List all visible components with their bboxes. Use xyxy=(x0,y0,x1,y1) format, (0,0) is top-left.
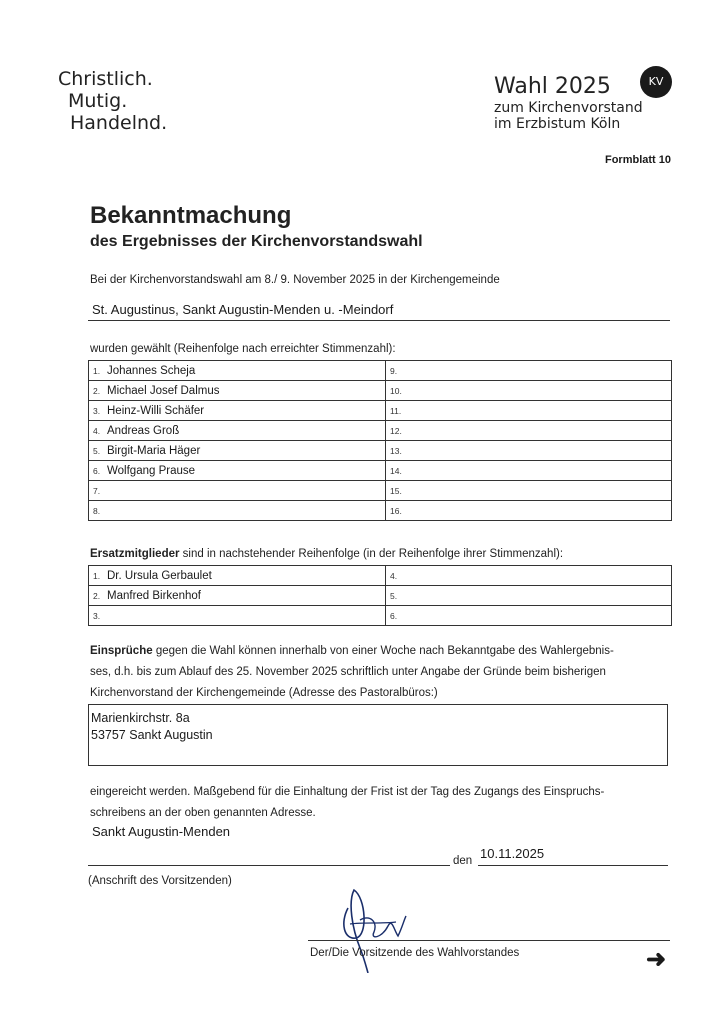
table-row xyxy=(89,441,672,461)
substitutes-label-rest: sind in nachstehender Reihenfolge (in der Reihenfolge ihrer Stimmenzahl): xyxy=(179,548,564,560)
election-logo xyxy=(494,74,643,132)
table-cell xyxy=(386,381,672,401)
objections-line: ses, d.h. bis zum Ablauf des 25. November 2025 schriftlich unter Angabe der Gründe beim bisherigen xyxy=(90,666,606,678)
parish-underline xyxy=(88,320,670,321)
parish-name: St. Augustinus, Sankt Augustin-Menden u. -Meindorf xyxy=(92,302,394,317)
table-row xyxy=(89,361,672,381)
objections-bold: Einsprüche xyxy=(90,645,153,657)
row-number: 6. xyxy=(93,465,101,476)
closing-line: eingereicht werden. Maßgebend für die Einhaltung der Frist ist der Tag des Zugangs des Einspruchs- xyxy=(90,786,605,798)
table-cell xyxy=(386,606,672,626)
row-number: 9. xyxy=(390,365,398,376)
form-number: Formblatt 10 xyxy=(604,154,671,166)
objections-line: gegen die Wahl können innerhalb von einer Woche nach Bekanntgabe des Wahlergebnis- xyxy=(152,645,614,657)
table-cell xyxy=(89,606,386,626)
election-subtitle: im Erzbistum Köln xyxy=(494,116,621,132)
member-name: Wolfgang Prause xyxy=(107,464,196,477)
row-number: 5. xyxy=(390,590,398,601)
table-cell xyxy=(386,421,672,441)
table-cell xyxy=(386,566,672,586)
place-name: Sankt Augustin-Menden xyxy=(92,824,231,839)
substitutes-table xyxy=(88,565,672,626)
table-cell xyxy=(386,361,672,381)
substitutes-label xyxy=(90,548,563,560)
elected-table xyxy=(88,360,672,521)
row-number: 10. xyxy=(390,385,402,396)
row-number: 2. xyxy=(93,590,101,601)
table-cell xyxy=(89,461,386,481)
table-row xyxy=(89,501,672,521)
member-name: Michael Josef Dalmus xyxy=(107,384,220,397)
row-number: 6. xyxy=(390,610,398,621)
chair-address-label: (Anschrift des Vorsitzenden) xyxy=(88,875,232,887)
table-cell xyxy=(89,501,386,521)
table-row xyxy=(89,586,672,606)
table-cell xyxy=(386,401,672,421)
row-number: 8. xyxy=(93,505,101,516)
member-name: Manfred Birkenhof xyxy=(107,589,201,602)
elected-label: wurden gewählt (Reihenfolge nach erreichter Stimmenzahl): xyxy=(90,343,396,355)
row-number: 1. xyxy=(93,570,101,581)
intro-text: Bei der Kirchenvorstandswahl am 8./ 9. November 2025 in der Kirchengemeinde xyxy=(90,274,500,286)
table-cell xyxy=(386,481,672,501)
row-number: 14. xyxy=(390,465,402,476)
table-cell xyxy=(386,586,672,606)
slogan-line: Handelnd. xyxy=(70,112,168,134)
table-cell xyxy=(89,361,386,381)
table-cell xyxy=(386,461,672,481)
member-name: Birgit-Maria Häger xyxy=(107,444,201,457)
address-street: Marienkirchstr. 8a xyxy=(91,711,190,725)
document-subtitle: des Ergebnisses der Kirchenvorstandswahl xyxy=(90,233,423,250)
date-line xyxy=(478,865,668,866)
member-name: Johannes Scheja xyxy=(107,364,196,377)
election-title: Wahl 2025 xyxy=(494,74,611,99)
table-row xyxy=(89,566,672,586)
row-number: 4. xyxy=(93,425,101,436)
member-name: Andreas Groß xyxy=(107,424,180,437)
row-number: 3. xyxy=(93,610,101,621)
substitutes-label-bold: Ersatzmitglieder xyxy=(90,548,180,560)
table-row xyxy=(89,421,672,441)
date-value: 10.11.2025 xyxy=(480,846,545,861)
row-number: 5. xyxy=(93,445,101,456)
table-cell xyxy=(386,441,672,461)
kv-badge: KV xyxy=(640,66,672,98)
table-row xyxy=(89,481,672,501)
table-cell xyxy=(89,401,386,421)
closing-text xyxy=(90,782,604,824)
objections-text xyxy=(90,641,614,704)
table-cell xyxy=(89,566,386,586)
row-number: 13. xyxy=(390,445,402,456)
election-subtitle: zum Kirchenvorstand xyxy=(494,100,643,116)
table-row xyxy=(89,381,672,401)
objections-line: Kirchenvorstand der Kirchengemeinde (Adresse des Pastoralbüros:) xyxy=(90,687,438,699)
row-number: 16. xyxy=(390,505,402,516)
table-cell xyxy=(89,481,386,501)
office-address-box xyxy=(88,704,668,766)
closing-line: schreibens an der oben genannten Adresse. xyxy=(90,807,316,819)
row-number: 4. xyxy=(390,570,398,581)
document-title: Bekanntmachung xyxy=(90,202,292,229)
row-number: 2. xyxy=(93,385,101,396)
table-cell xyxy=(89,381,386,401)
row-number: 11. xyxy=(390,405,402,416)
signature-line xyxy=(308,940,670,941)
table-row xyxy=(89,401,672,421)
table-row xyxy=(89,606,672,626)
row-number: 1. xyxy=(93,365,101,376)
row-number: 15. xyxy=(390,485,402,496)
slogan-line: Christlich. xyxy=(58,68,153,90)
member-name: Heinz-Willi Schäfer xyxy=(107,404,205,417)
table-cell xyxy=(89,441,386,461)
row-number: 3. xyxy=(93,405,101,416)
row-number: 12. xyxy=(390,425,402,436)
table-cell xyxy=(89,421,386,441)
row-number: 7. xyxy=(93,485,101,496)
member-name: Dr. Ursula Gerbaulet xyxy=(107,569,212,582)
signature-label: Der/Die Vorsitzende des Wahlvorstandes xyxy=(310,947,520,959)
table-cell xyxy=(386,501,672,521)
slogan-line: Mutig. xyxy=(68,90,128,112)
place-line xyxy=(88,865,450,866)
next-page-arrow-icon: ➜ xyxy=(646,946,667,973)
slogan xyxy=(58,68,167,134)
den-label: den xyxy=(453,855,473,867)
address-city: 53757 Sankt Augustin xyxy=(91,728,213,742)
table-cell xyxy=(89,586,386,606)
table-row xyxy=(89,461,672,481)
